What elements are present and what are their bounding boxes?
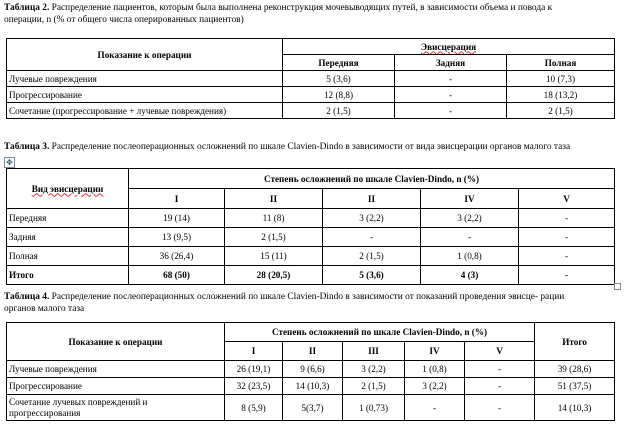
table4-caption-label: Таблица 4. [4, 292, 50, 302]
cell: 28 (20,5) [225, 266, 323, 285]
cell: 11 (8) [225, 209, 323, 228]
cell: 3 (2,2) [421, 209, 519, 228]
cell-total: 14 (10,3) [535, 395, 615, 421]
table-row-total [7, 266, 615, 285]
cell: 32 (23,5) [225, 378, 283, 395]
table4-caption-text-2: органов малого таза [4, 304, 85, 314]
table4-col-header: IV [405, 342, 465, 361]
move-handle-icon[interactable]: ✥ [4, 157, 15, 168]
cell: 9 (6,6) [283, 361, 343, 378]
cell: 1 (0,8) [421, 247, 519, 266]
cell: 4 (3) [421, 266, 519, 285]
cell: 2 (1,5) [507, 103, 615, 119]
cell: 12 (8,8) [283, 87, 395, 103]
table4-col-header: III [343, 342, 405, 361]
cell: - [465, 378, 535, 395]
table4-caption [4, 291, 564, 315]
table2-header-indication: Показание к операции [7, 39, 283, 71]
cell: 36 (26,4) [129, 247, 225, 266]
table4-header-group: Степень осложнений по шкале Clavien-Dindo, n (%) [225, 323, 535, 342]
cell-total: 39 (28,6) [535, 361, 615, 378]
table2 [6, 38, 615, 119]
table2-caption-label: Таблица 2. [4, 3, 50, 13]
table2-caption-text: Распределение пациентов, которым была выполнена реконструкция мочевыводящих путей, в зависимости объема и повода к [49, 3, 553, 13]
table4 [6, 322, 615, 421]
cell-total: 51 (37,5) [535, 378, 615, 395]
table3-col-header: I [129, 189, 225, 209]
row-label: Передняя [7, 209, 129, 228]
table4-header-total: Итого [535, 323, 615, 361]
table3-col-header: IV [421, 189, 519, 209]
cell: 10 (7,3) [507, 71, 615, 87]
cell: - [323, 228, 421, 247]
cell: - [405, 395, 465, 421]
table4-col-header: V [465, 342, 535, 361]
table-row [7, 87, 615, 103]
table-row [7, 71, 615, 87]
cell: 8 (5,9) [225, 395, 283, 421]
table3-caption-label: Таблица 3. [4, 142, 50, 152]
cell: - [465, 395, 535, 421]
cell: 3 (2,2) [405, 378, 465, 395]
table4-col-header: II [283, 342, 343, 361]
table4-header-indication: Показание к операции [7, 323, 225, 361]
cell: 5 (3,6) [283, 71, 395, 87]
table-row [7, 361, 615, 378]
cell: 14 (10,3) [283, 378, 343, 395]
row-label: Задняя [7, 228, 129, 247]
table2-col-header: Задняя [395, 55, 507, 71]
cell: 3 (2,2) [343, 361, 405, 378]
cell: - [395, 71, 507, 87]
table-row [7, 228, 615, 247]
cell: 2 (1,5) [323, 247, 421, 266]
table3-col-header: II [225, 189, 323, 209]
table4-col-header: I [225, 342, 283, 361]
row-label: Сочетание (прогрессирование + лучевые повреждения) [7, 103, 283, 119]
cell: 3 (2,2) [323, 209, 421, 228]
table-row [7, 209, 615, 228]
table4-caption-text: Распределение послеоперационных осложнений по шкале Clavien-Dindo в зависимости от показаний проведения эвисце- рации [49, 292, 565, 302]
cell: - [519, 228, 615, 247]
row-label: Прогрессирование [7, 87, 283, 103]
cell: - [519, 247, 615, 266]
cell: 1 (0,73) [343, 395, 405, 421]
cell: - [421, 228, 519, 247]
cell: 5(3,7) [283, 395, 343, 421]
cell: 13 (9,5) [129, 228, 225, 247]
table2-col-header: Передняя [283, 55, 395, 71]
table2-col-header: Полная [507, 55, 615, 71]
cell: 2 (1,5) [283, 103, 395, 119]
row-label: Полная [7, 247, 129, 266]
cell: - [519, 209, 615, 228]
table3-col-header: V [519, 189, 615, 209]
row-label: Сочетание лучевых повреждений и прогрессирования [7, 395, 225, 421]
cell: 19 (14) [129, 209, 225, 228]
table-end-marker [614, 283, 621, 290]
cell: 2 (1,5) [225, 228, 323, 247]
cell: - [519, 266, 615, 285]
cell: - [395, 103, 507, 119]
row-label: Лучевые повреждения [7, 71, 283, 87]
table-row [7, 395, 615, 421]
cell: 18 (13,2) [507, 87, 615, 103]
cell: 68 (50) [129, 266, 225, 285]
row-label: Лучевые повреждения [7, 361, 225, 378]
table3-header-group: Степень осложнений по шкале Clavien-Dindo, n (%) [129, 169, 615, 189]
table2-caption-text-2: операции, n (% от общего числа оперированных пациентов) [4, 15, 244, 25]
table3 [6, 168, 615, 285]
cell: - [395, 87, 507, 103]
table2-header-group: Эвисцерация [283, 39, 615, 55]
cell: 5 (3,6) [323, 266, 421, 285]
cell: 1 (0,8) [405, 361, 465, 378]
cell: 15 (11) [225, 247, 323, 266]
cell: - [465, 361, 535, 378]
cell: 2 (1,5) [343, 378, 405, 395]
table-row [7, 247, 615, 266]
table3-caption [4, 141, 570, 153]
row-label: Итого [7, 266, 129, 285]
row-label: Прогрессирование [7, 378, 225, 395]
table2-caption [4, 2, 552, 26]
table-row [7, 103, 615, 119]
table3-header-type: Вид эвисцерации [7, 169, 129, 209]
table3-col-header: II [323, 189, 421, 209]
table-row [7, 378, 615, 395]
cell: 26 (19,1) [225, 361, 283, 378]
table3-caption-text: Распределение послеоперационных осложнений по шкале Clavien-Dindo в зависимости от вида эвисцерации органов малого таза [49, 142, 571, 152]
